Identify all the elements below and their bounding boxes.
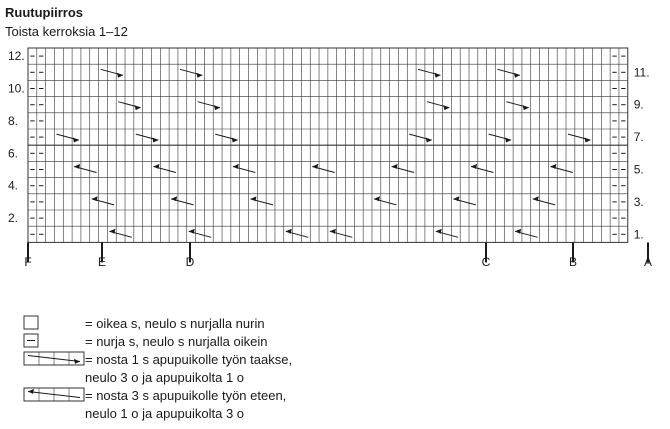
section-label: D	[185, 255, 195, 269]
row-label-left: 10.	[8, 81, 25, 96]
legend-cable-front-text-1: = nosta 3 s apupuikolle työn eteen,	[85, 388, 287, 403]
row-label-right: 9.	[633, 97, 644, 112]
section-label: F	[24, 255, 32, 269]
legend-purl-text: = nurja s, neulo s nurjalla oikein	[85, 334, 268, 349]
section-label: E	[97, 255, 107, 269]
row-label-left: 4.	[8, 178, 19, 193]
section-label: A	[643, 255, 653, 269]
legend-cable-back-text-1: = nosta 1 s apupuikolle työn taakse,	[85, 352, 293, 367]
legend-cable-back-text-2: neulo 3 o ja apupuikolta 1 o	[85, 370, 245, 385]
legend-cable-front-text-2: neulo 1 o ja apupuikolta 3 o	[85, 406, 245, 421]
section-label: C	[481, 255, 491, 269]
legend-symbols	[24, 316, 84, 401]
chart-subtitle: Toista kerroksia 1–12	[5, 24, 128, 39]
row-label-left: 2.	[8, 211, 19, 226]
row-label-right: 3.	[633, 194, 644, 209]
legend-cable-back-symbol	[24, 352, 84, 365]
row-label-right: 5.	[633, 162, 644, 177]
row-label-left: 12.	[8, 49, 25, 64]
row-label-right: 1.	[633, 227, 644, 242]
section-label: B	[568, 255, 578, 269]
legend-knit-text: = oikea s, neulo s nurjalla nurin	[85, 316, 265, 331]
row-label-right: 7.	[633, 130, 644, 145]
chart-title: Ruutupiirros	[5, 5, 83, 20]
legend-knit-square	[24, 316, 38, 329]
legend-cable-front-symbol	[24, 388, 84, 401]
row-label-left: 6.	[8, 146, 19, 161]
row-label-right: 11.	[633, 65, 650, 80]
row-label-left: 8.	[8, 113, 19, 128]
